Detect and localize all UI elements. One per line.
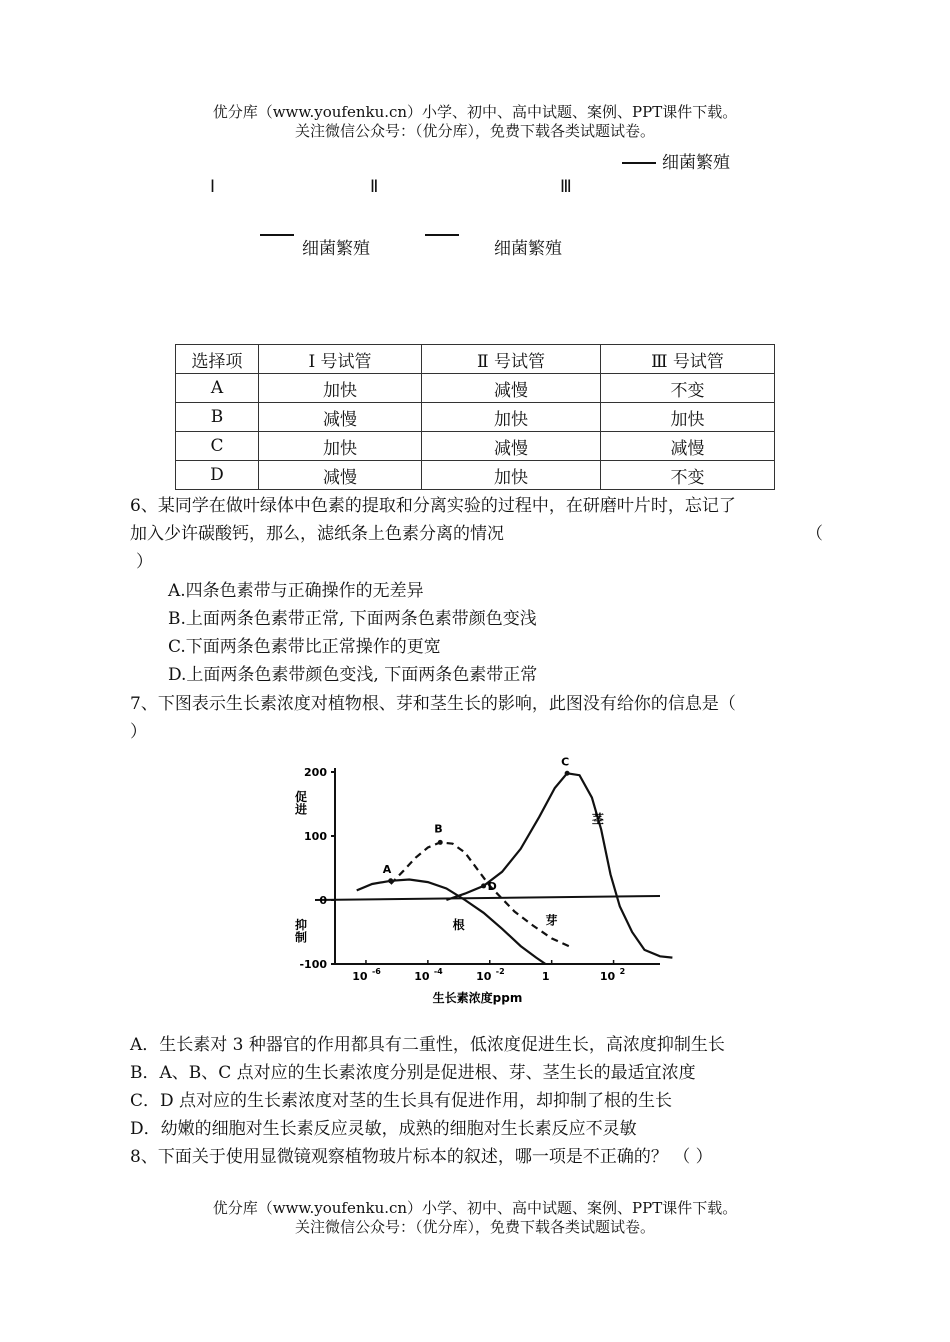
auxin-chart [280,752,680,1014]
y-label-inhibit-2: 制 [295,930,308,945]
table-cell: 减慢 [422,374,601,403]
x-tick-label: 10 [352,970,368,983]
series-line-芽 [391,842,571,946]
header-line-2: 关注微信公众号：（优分库），免费下载各类试题试卷。 [294,122,655,140]
zero-line [315,896,660,900]
x-tick-label: 10 [414,970,430,983]
table-cell: 加快 [422,461,601,490]
answer-table [175,344,775,490]
table-cell: 减慢 [601,432,775,461]
dash-line [260,234,294,236]
series-label: 芽 [545,913,558,928]
q6-paren-close: ） [136,552,153,572]
x-tick-label: 1 [541,970,550,983]
q7-option-d: D．幼嫩的细胞对生长素反应灵敏，成熟的细胞对生长素反应不灵敏 [130,1119,637,1139]
q7-stem-line-2: ） [130,722,147,742]
table-cell: 加快 [601,403,775,432]
table-cell: D [176,461,259,490]
q6-option-a: A.四条色素带与正确操作的无差异 [168,581,424,601]
table-row [176,461,775,490]
q6-option-c: C.下面两条色素带比正常操作的更宽 [168,637,441,657]
footer-line-2: 关注微信公众号：（优分库），免费下载各类试题试卷。 [294,1218,655,1236]
x-tick-exponent: 2 [619,967,626,976]
series-label: 根 [452,917,465,932]
q6-option-b: B.上面两条色素带正常, 下面两条色素带颜色变浅 [168,609,537,629]
x-tick-exponent: -4 [433,967,443,976]
series-label: 茎 [591,812,604,827]
table-cell: B [176,403,259,432]
table-cell: 减慢 [422,432,601,461]
point-label: C [561,755,570,769]
y-tick-label: 0 [319,894,327,907]
q7-option-c: C．D 点对应的生长素浓度对茎的生长具有促进作用，却抑制了根的生长 [130,1091,673,1111]
table-row [176,432,775,461]
point-label: B [434,822,443,836]
table-cell: C [176,432,259,461]
point-C [565,771,570,776]
tube-label-1: Ⅰ [210,177,216,196]
dash-line [622,162,656,164]
table-header-row [176,345,775,374]
bacteria-label-2: 细菌繁殖 [494,239,562,259]
point-label: A [382,862,392,876]
table-cell: A [176,374,259,403]
footer-line-1: 优分库（www.youfenku.cn）小学、初中、高中试题、案例、PPT课件下载。 [212,1199,738,1217]
table-row [176,403,775,432]
table-cell: 不变 [601,461,775,490]
bacteria-label-1: 细菌繁殖 [302,239,370,259]
y-tick-label: 100 [304,830,327,843]
point-A [388,878,393,883]
point-D [481,883,486,888]
table-cell: 不变 [601,374,775,403]
q8-stem: 8、下面关于使用显微镜观察植物玻片标本的叙述，哪一项是不正确的？ （ ） [130,1147,713,1167]
series-line-根 [357,880,546,965]
q6-option-d: D.上面两条色素带颜色变浅, 下面两条色素带正常 [168,665,538,685]
x-axis-label: 生长素浓度ppm [432,991,523,1005]
dash-line [425,234,459,236]
x-tick-exponent: -2 [495,967,505,976]
table-header-cell: Ⅱ 号试管 [422,345,601,374]
header-line-1: 优分库（www.youfenku.cn）小学、初中、高中试题、案例、PPT课件下载。 [212,103,738,121]
table-cell: 加快 [259,432,422,461]
y-label-promote-1: 促 [295,789,308,804]
table-cell: 减慢 [259,461,422,490]
x-tick-exponent: -6 [371,967,381,976]
tube-label-3: Ⅲ [560,177,572,196]
table-row [176,374,775,403]
y-label-promote-2: 进 [295,802,308,817]
bacteria-label-3: 细菌繁殖 [662,153,730,173]
table-cell: 加快 [259,374,422,403]
point-label: D [487,879,497,893]
x-tick-label: 10 [476,970,492,983]
q7-stem-line-1: 7、下图表示生长素浓度对植物根、芽和茎生长的影响，此图没有给你的信息是（ [130,694,736,714]
table-header-cell: Ⅰ 号试管 [259,345,422,374]
q7-option-a: A．生长素对 3 种器官的作用都具有二重性，低浓度促进生长，高浓度抑制生长 [130,1035,725,1055]
y-label-inhibit-1: 抑 [295,917,308,932]
tube-label-2: Ⅱ [370,177,379,196]
x-tick-label: 10 [599,970,616,983]
q7-option-b: B．A、B、C 点对应的生长素浓度分别是促进根、芽、茎生长的最适宜浓度 [130,1063,696,1083]
q6-stem-line-1: 6、某同学在做叶绿体中色素的提取和分离实验的过程中，在研磨叶片时，忘记了 [130,496,736,516]
table-cell: 加快 [422,403,601,432]
table-header-cell: Ⅲ 号试管 [601,345,775,374]
y-tick-label: 200 [304,766,327,779]
table-cell: 减慢 [259,403,422,432]
q6-stem-line-2: 加入少许碳酸钙，那么，滤纸条上色素分离的情况 [130,524,504,544]
table-header-cell: 选择项 [176,345,259,374]
y-tick-label: -100 [299,958,327,971]
point-B [438,840,443,845]
series-line-茎 [446,773,672,957]
q6-paren-open: （ [806,524,823,544]
